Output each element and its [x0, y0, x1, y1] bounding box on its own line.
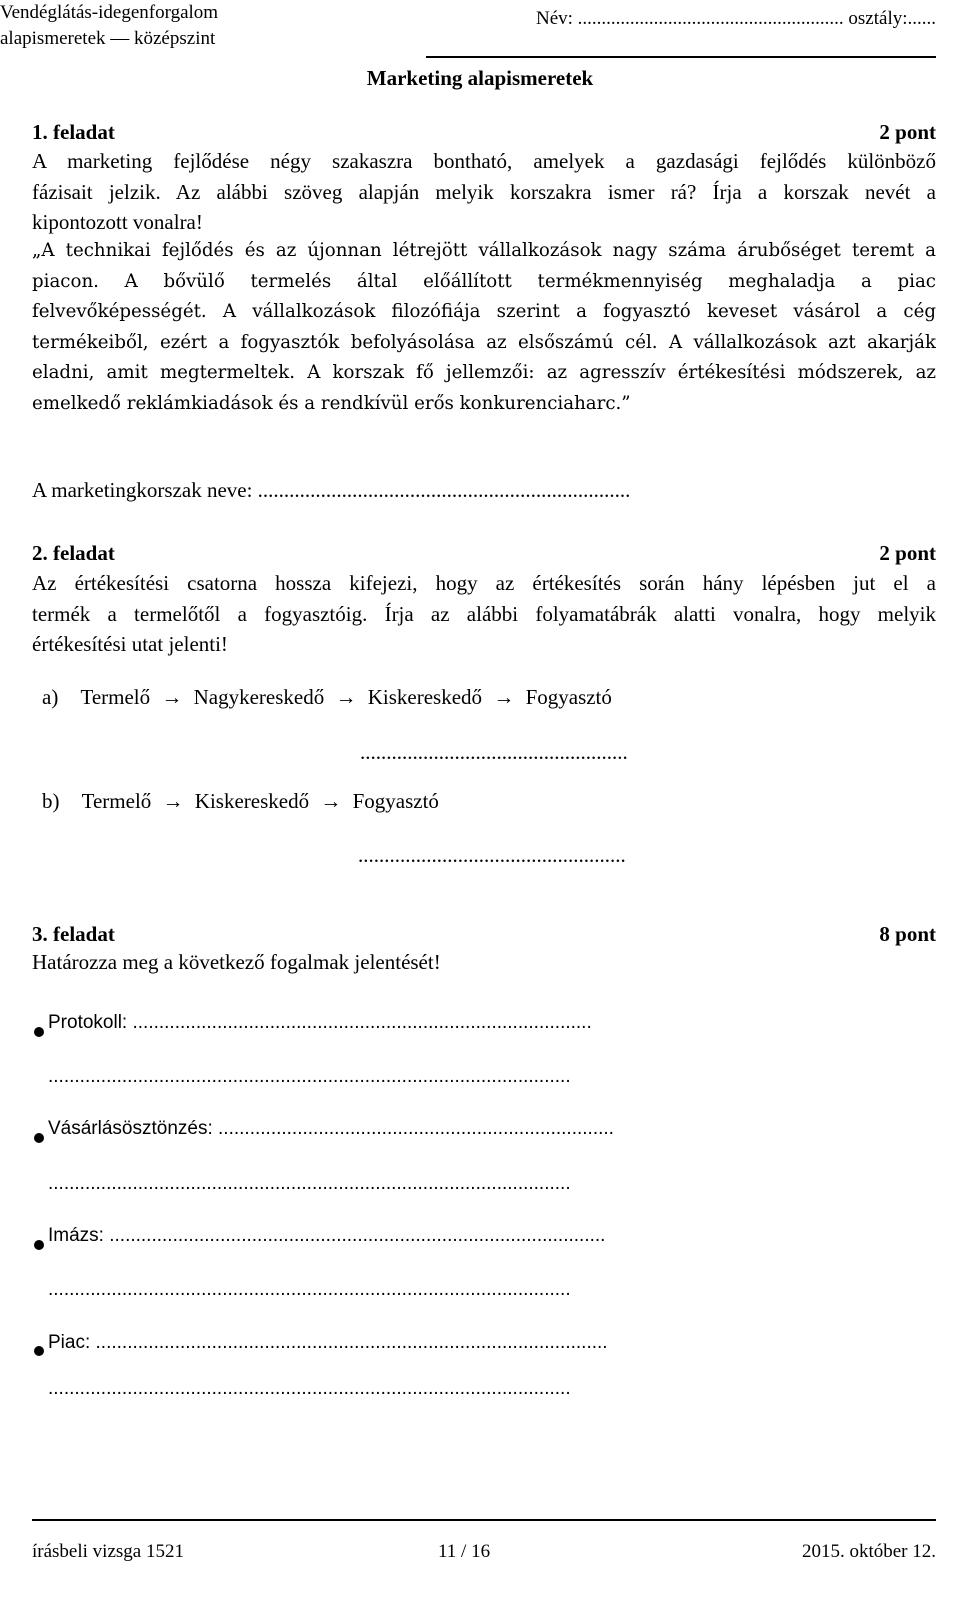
task1-intro	[32, 146, 936, 238]
flow-b-step: Kiskereskedő	[194, 789, 310, 813]
term-protokoll-answer-cont[interactable]: ...................................................................................................	[48, 1066, 571, 1087]
arrow-right-icon: →	[335, 685, 357, 709]
flow-b	[42, 789, 439, 814]
task1-quote-line: emelkedő reklámkiadások és a rendkívül erős konkurenciaharc.”	[32, 392, 631, 414]
task1-points: 2 pont	[879, 120, 936, 144]
footer-exam-id: írásbeli vizsga 1521	[32, 1541, 184, 1562]
task2-intro-line: Az értékesítési csatorna hossza kifejezi, hogy az értékesítés során hány lépésben jut el a	[32, 571, 936, 595]
task1-quote-line: eladni, amit megtermeltek. A korszak fő jellemzői: az agresszív értékesítési módszerek, az	[32, 362, 936, 383]
arrow-right-icon: →	[493, 685, 515, 709]
task2-intro	[32, 568, 936, 660]
task2-intro-line: értékesítési utat jelenti!	[32, 632, 228, 656]
flow-a	[42, 685, 612, 710]
term-piac-answer[interactable]: Piac: .................................................................................................	[48, 1332, 608, 1353]
task1-quote-line: felvevőképességét. A vállalkozások filozófiája szerint a fogyasztó keveset vásárol a cég	[32, 301, 936, 322]
term-piac-answer-cont[interactable]: ...................................................................................................	[48, 1378, 571, 1399]
footer-divider	[32, 1519, 936, 1521]
task2-heading-row	[32, 541, 936, 566]
task3-heading: 3. feladat	[32, 922, 115, 946]
task1-intro-line: A marketing fejlődése négy szakaszra bontható, amelyek a gazdasági fejlődés különböző	[32, 149, 936, 173]
flow-b-step: Fogyasztó	[352, 789, 439, 813]
arrow-right-icon: →	[162, 789, 184, 813]
bullet-icon	[34, 1346, 44, 1356]
term-imazs-answer-cont[interactable]: ...................................................................................................	[48, 1279, 571, 1300]
task1-quote-line: „A technikai fejlődés és az újonnan létrejött vállalkozások nagy száma árubőséget teremt a	[32, 240, 936, 261]
arrow-right-icon: →	[320, 789, 342, 813]
header-subject	[0, 0, 218, 52]
flow-b-answer-line[interactable]: ...................................................	[358, 843, 626, 867]
header-name-field: Név: ........................................................ osztály:......	[535, 8, 936, 29]
task3-heading-row	[32, 922, 936, 947]
flow-a-step: Fogyasztó	[525, 685, 612, 709]
flow-b-step: Termelő	[81, 789, 152, 813]
term-vasarlasosztonzes-answer-cont[interactable]: ...................................................................................................	[48, 1173, 571, 1194]
flow-a-step: Nagykereskedő	[193, 685, 325, 709]
footer-page-number: 11 / 16	[438, 1541, 491, 1562]
bullet-icon	[34, 1027, 44, 1037]
term-vasarlasosztonzes-answer[interactable]: Vásárlásösztönzés: ...........................................................................	[48, 1118, 614, 1139]
task1-quote	[32, 236, 936, 419]
header-divider	[426, 56, 936, 58]
task1-quote-line: piacon. A bővülő termelés által előállított termékmennyiség meghaladja a piac	[32, 270, 936, 292]
page-title: Marketing alapismeretek	[366, 66, 594, 90]
task1-answer-line[interactable]: A marketingkorszak neve: .......................................................................	[32, 478, 631, 502]
header-subject-line1: Vendéglátás-idegenforgalom	[0, 2, 219, 23]
task3-intro: Határozza meg a következő fogalmak jelentését!	[32, 950, 441, 974]
task1-heading: 1. feladat	[32, 120, 115, 144]
footer-date: 2015. október 12.	[801, 1541, 936, 1562]
task2-heading: 2. feladat	[32, 541, 115, 565]
flow-b-label: b)	[42, 789, 60, 813]
task1-intro-line: fázisait jelzik. Az alábbi szöveg alapján melyik korszakra ismer rá? Írja a korszak nevét a	[32, 179, 936, 204]
term-protokoll-answer[interactable]: Protokoll: .......................................................................................	[48, 1012, 592, 1033]
task2-intro-line: termék a termelőtől a fogyasztóig. Írja az alábbi folyamatábrák alatti vonalra, hogy melyik	[32, 601, 936, 626]
task3-points: 8 pont	[879, 922, 936, 946]
term-imazs-answer[interactable]: Imázs: ..............................................................................................	[48, 1225, 606, 1246]
task1-intro-line: kipontozott vonalra!	[32, 210, 203, 234]
bullet-icon	[34, 1240, 44, 1250]
arrow-right-icon: →	[161, 685, 183, 709]
task1-quote-line: termékeiből, ezért a fogyasztók befolyásolása az elsőszámú cél. A vállalkozások azt akarják	[32, 331, 936, 353]
task1-heading-row	[32, 120, 936, 145]
flow-a-answer-line[interactable]: ...................................................	[360, 740, 628, 764]
bullet-icon	[34, 1133, 44, 1143]
header-subject-line2: alapismeretek — középszint	[0, 28, 216, 49]
flow-a-step: Kiskereskedő	[367, 685, 483, 709]
flow-a-label: a)	[42, 685, 59, 709]
flow-a-step: Termelő	[80, 685, 151, 709]
task2-points: 2 pont	[879, 541, 936, 565]
